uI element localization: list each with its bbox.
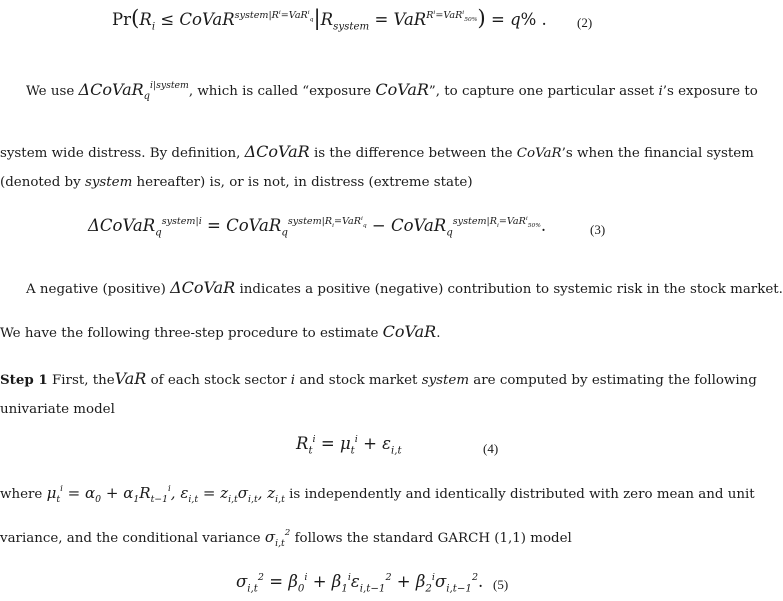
where-line: where $\mu_t^i = \alpha_0 + \alpha_1R_{t-1}^i$, $\varepsilon_{i,t} = z_{i,t}\sigma_{i,t}$, $z_{i,t}$ is independently and identically distributed with zero mean and unit bbox=[0, 484, 755, 505]
equation-2: $Pr(R_i$ ≤ $CoVaR^{system|R^i=VaR^i_q}|R_{system} = VaR^{R^i=VaR^i_{50\%}}) = q\%$ . bbox=[112, 6, 547, 33]
equation-3-number: (3) bbox=[590, 222, 606, 237]
paragraph-2-line-1: system wide distress. By definition, ΔCoVaR is the difference between the CoVaR’s when the financial system bbox=[0, 142, 754, 161]
step-1-line-1: Step 1 First, theVaR of each stock sector i and stock market system are computed by estimating the following bbox=[0, 369, 757, 388]
paragraph-2-line-2: (denoted by system hereafter) is, or is not, in distress (extreme state) bbox=[0, 175, 473, 190]
variance-line: variance, and the conditional variance $\sigma_{i,t}^2$ follows the standard GARCH (1,1) model bbox=[0, 528, 572, 549]
step-1-line-2: univariate model bbox=[0, 402, 115, 417]
equation-3: ΔCoVaR$_q^{system|i}$ = CoVaR$_q^{system|R_i=VaR^i_q}$ − CoVaR$_q^{system|R_i=VaR^i_{50\%}}$. bbox=[88, 214, 547, 239]
equation-5: $\sigma_{i,t}^2 = \beta_0^i + \beta_1^i\varepsilon_{i,t-1}^2 + \beta_2^i\sigma_{i,t-1}^2$. bbox=[236, 571, 484, 595]
paragraph-1-line-1: We use ΔCoVaR$_q^{i|system}$, which is called “exposure CoVaR”, to capture one particular asset i’s exposure to bbox=[26, 80, 758, 103]
equation-4: $R_t^i = \mu_t^i + \varepsilon_{i,t}$ bbox=[296, 433, 402, 457]
delta-covar-exposure-symbol: ΔCoVaR$_q^{i|system}$ bbox=[78, 80, 189, 103]
paragraph-3: A negative (positive) ΔCoVaR indicates a positive (negative) contribution to systemic risk in the stock market. bbox=[26, 278, 783, 297]
equation-5-number: (5) bbox=[493, 577, 509, 592]
step-label: Step 1 bbox=[0, 372, 48, 388]
paragraph-4: We have the following three-step procedure to estimate CoVaR. bbox=[0, 322, 441, 341]
equation-4-number: (4) bbox=[483, 441, 499, 456]
equation-2-number: (2) bbox=[577, 15, 593, 30]
